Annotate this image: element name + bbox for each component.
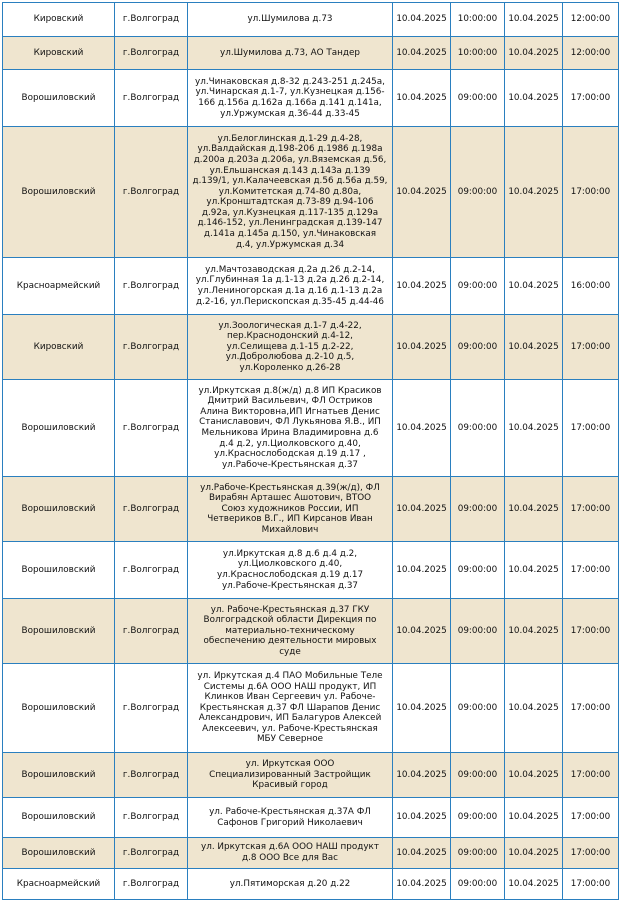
table-row [3,599,619,664]
district-cell: Ворошиловский [3,753,115,798]
table-row [3,127,619,258]
address-line: ул.Уржумская д.36-44 д.33-45 [220,108,360,119]
address-line: ул.Шумилова д.73, АО Тандер [220,47,360,58]
district-cell: Ворошиловский [3,127,115,258]
address-line: Алина Викторовна,ИП Игнатьев Денис [200,406,380,417]
start-date-cell: 10.04.2025 [393,869,451,900]
start-date-cell: 10.04.2025 [393,753,451,798]
start-date-cell: 10.04.2025 [393,315,451,380]
address-line: материально-техническому [225,625,355,636]
end-date-cell: 10.04.2025 [505,798,563,838]
city-cell: г.Волгоград [115,127,188,258]
start-date-cell: 10.04.2025 [393,380,451,477]
start-date-cell: 10.04.2025 [393,127,451,258]
start-time-cell: 09:00:00 [451,258,505,315]
address-line: Специализированный Застройщик [209,769,371,780]
start-date-cell: 10.04.2025 [393,37,451,70]
address-cell [188,127,393,258]
address-line: д.2-16, ул.Перископская д.35-45 д.44-46 [196,296,384,307]
end-time-cell: 17:00:00 [563,477,619,542]
table-row [3,315,619,380]
address-line: Системы д.6А ООО НАШ продукт, ИП [203,681,377,692]
address-line: ул.Валдайская д.198-206 д.1986 д.198а [197,144,383,155]
end-date-cell: 10.04.2025 [505,127,563,258]
address-line: ул.Селищева д.1-15 д.2-22, [226,341,354,352]
address-line: ул.Краснослободская д.19 д.17 , [214,449,366,460]
address-line: Алексеевич, ул. Рабоче-Крестьянская [202,723,378,734]
address-line: МБУ Северное [256,734,324,745]
address-line: ул.Иркутская д.8(ж/д) д.8 ИП Красиков [198,385,382,396]
address-line: д.4, ул.Уржумская д.34 [235,239,345,250]
address-line: ул.Белоглинская д.1-29 д.4-28, [217,133,363,144]
address-line: ул.Рабоче-Крестьянская д.39(ж/д), ФЛ [200,482,380,493]
address-line: ул. Иркутская д.4 ПАО Мобильные Теле [197,670,383,681]
address-line: обеспечению деятельности мировых [203,636,377,647]
table-row [3,380,619,477]
address-cell [188,869,393,900]
end-date-cell: 10.04.2025 [505,838,563,869]
start-time-cell: 09:00:00 [451,315,505,380]
address-line: ул.Иркутская д.8 д.6 д.4 д.2, [222,548,358,559]
end-date-cell: 10.04.2025 [505,599,563,664]
district-cell: Кировский [3,315,115,380]
city-cell: г.Волгоград [115,664,188,753]
city-cell: г.Волгоград [115,70,188,127]
district-cell: Ворошиловский [3,477,115,542]
address-line: Михайлович [261,524,319,535]
end-time-cell: 17:00:00 [563,380,619,477]
start-time-cell: 09:00:00 [451,838,505,869]
end-date-cell: 10.04.2025 [505,37,563,70]
start-date-cell: 10.04.2025 [393,838,451,869]
address-line: д.92а, ул.Кузнецкая д.117-135 д.129а [201,207,379,218]
start-date-cell: 10.04.2025 [393,542,451,599]
table-row [3,542,619,599]
address-line: ул. Рабоче-Крестьянская д.37А ФЛ [209,806,371,817]
address-line: ул.Зоологическая д.1-7 д.4-22, [218,320,362,331]
city-cell: г.Волгоград [115,258,188,315]
table-row [3,258,619,315]
address-line: д.139/1, ул.Калачеевская д.56 д.56а д.59, [192,176,388,187]
address-line: Клинков Иван Сергеевич ул. Рабоче- [204,692,376,703]
address-line: ул. Рабоче-Крестьянская д.37 ГКУ [210,604,370,615]
start-date-cell: 10.04.2025 [393,477,451,542]
start-time-cell: 09:00:00 [451,599,505,664]
start-time-cell: 09:00:00 [451,127,505,258]
address-line: 166 д.156а д.162а д.166а д.141 д.141а, [198,98,382,108]
start-date-cell: 10.04.2025 [393,70,451,127]
address-cell [188,477,393,542]
start-time-cell: 09:00:00 [451,798,505,838]
address-line: ул.Мачтозаводская д.2а д.26 д.2-14, [205,264,375,275]
address-cell [188,542,393,599]
address-cell [188,70,393,127]
end-date-cell: 10.04.2025 [505,542,563,599]
address-line: ул.Циолковского д.40, [237,559,343,570]
end-time-cell: 17:00:00 [563,664,619,753]
address-line: ул. Иркутская д.6А ООО НАШ продукт [201,842,379,853]
address-line: Четвериков В.Г., ИП Кирсанов Иван [207,514,373,525]
end-time-cell: 16:00:00 [563,258,619,315]
address-cell [188,838,393,869]
address-cell [188,3,393,37]
address-line: Крестьянская д.37 ФЛ Шарапов Денис [199,702,381,713]
address-line: ул.Чинаковская д.8-32 д.243-251 д.245а, [195,76,385,87]
address-cell [188,37,393,70]
district-cell: Ворошиловский [3,542,115,599]
district-cell: Кировский [3,3,115,37]
address-line: ул.Рабоче-Крестьянская д.37 [221,580,359,591]
address-line: ул.Рабоче-Крестьянская д.37 [221,459,359,470]
outage-table [2,2,619,900]
address-line: суде [279,646,301,657]
address-line: Дмитрий Васильевич, ФЛ Остриков [207,396,373,407]
address-cell [188,380,393,477]
start-date-cell: 10.04.2025 [393,599,451,664]
district-cell: Красноармейский [3,869,115,900]
city-cell: г.Волгоград [115,599,188,664]
table-row [3,753,619,798]
city-cell: г.Волгоград [115,753,188,798]
start-date-cell: 10.04.2025 [393,3,451,37]
end-time-cell: 17:00:00 [563,70,619,127]
address-cell [188,599,393,664]
end-time-cell: 12:00:00 [563,3,619,37]
address-cell [188,664,393,753]
start-time-cell: 10:00:00 [451,37,505,70]
start-date-cell: 10.04.2025 [393,798,451,838]
address-line: д.141а д.145а д.150, ул.Чинаковская [203,229,377,240]
address-line: пер.Краснодонский д.4-12, [227,331,353,342]
table-row [3,869,619,900]
table-row [3,477,619,542]
start-date-cell: 10.04.2025 [393,664,451,753]
end-date-cell: 10.04.2025 [505,380,563,477]
outage-table-body [3,3,619,900]
address-line: ул.Лениногорская д.1а д.16 д.1-13 д.2а [197,286,383,296]
end-date-cell: 10.04.2025 [505,753,563,798]
end-time-cell: 17:00:00 [563,869,619,900]
address-line: Станиславович, ФЛ Лукьянова Я.В., ИП [199,417,381,428]
address-line: ул.Комитетская д.74-80 д.80а, [218,186,362,197]
address-cell [188,258,393,315]
end-date-cell: 10.04.2025 [505,315,563,380]
table-row [3,3,619,37]
address-line: ул.Кронштадтская д.73-89 д.94-106 [206,197,374,208]
address-line: ул. Иркутская ООО [245,759,335,770]
end-date-cell: 10.04.2025 [505,664,563,753]
address-line: ул.Глубинная 1а д.1-13 д.2а д.26 д.2-14, [195,275,385,286]
city-cell: г.Волгоград [115,798,188,838]
address-line: Мельникова Ирина Владимировна д.6 [201,428,379,438]
district-cell: Ворошиловский [3,70,115,127]
address-line: д.146-152, ул.Ленинградская д.139-147 [197,218,383,229]
end-time-cell: 17:00:00 [563,838,619,869]
city-cell: г.Волгоград [115,37,188,70]
end-time-cell: 17:00:00 [563,798,619,838]
city-cell: г.Волгоград [115,542,188,599]
district-cell: Ворошиловский [3,838,115,869]
end-time-cell: 17:00:00 [563,599,619,664]
district-cell: Красноармейский [3,258,115,315]
address-cell [188,753,393,798]
district-cell: Ворошиловский [3,798,115,838]
city-cell: г.Волгоград [115,477,188,542]
address-line: д.4 д.2, ул.Циолковского д.40, [219,438,361,449]
end-date-cell: 10.04.2025 [505,3,563,37]
table-row [3,798,619,838]
start-time-cell: 09:00:00 [451,869,505,900]
address-line: ул.Шумилова д.73 [247,14,333,25]
start-time-cell: 09:00:00 [451,70,505,127]
end-date-cell: 10.04.2025 [505,258,563,315]
table-row [3,37,619,70]
city-cell: г.Волгоград [115,380,188,477]
address-line: ул.Добролюбова д.2-10 д.5, [225,352,355,363]
end-date-cell: 10.04.2025 [505,869,563,900]
address-line: ул.Пятиморская д.20 д.22 [229,878,351,889]
start-time-cell: 09:00:00 [451,753,505,798]
city-cell: г.Волгоград [115,315,188,380]
address-line: Александрович, ИП Балагуров Алексей [198,713,382,724]
district-cell: Ворошиловский [3,664,115,753]
start-time-cell: 09:00:00 [451,664,505,753]
start-time-cell: 09:00:00 [451,477,505,542]
end-time-cell: 17:00:00 [563,753,619,798]
end-time-cell: 17:00:00 [563,127,619,258]
city-cell: г.Волгоград [115,869,188,900]
city-cell: г.Волгоград [115,838,188,869]
address-line: Волгоградской области Дирекция по [203,615,377,626]
start-time-cell: 09:00:00 [451,380,505,477]
address-line: д.8 ООО Все для Вас [242,853,338,863]
address-line: ул.Ельшанская д.143 д.143а д.139 [209,165,371,176]
address-line: д.200а д.203а д.206а, ул.Вяземская д.56, [193,154,387,165]
table-row [3,664,619,753]
end-time-cell: 12:00:00 [563,37,619,70]
end-date-cell: 10.04.2025 [505,477,563,542]
start-time-cell: 10:00:00 [451,3,505,37]
address-cell [188,798,393,838]
address-cell [188,315,393,380]
address-line: ул.Короленко д.26-28 [239,362,341,373]
table-row [3,838,619,869]
end-date-cell: 10.04.2025 [505,70,563,127]
table-row [3,70,619,127]
address-line: Союз художников России, ИП [221,503,359,514]
address-line: Вирабян Арташес Ашотович, ВТОО [208,493,372,504]
district-cell: Ворошиловский [3,599,115,664]
district-cell: Кировский [3,37,115,70]
address-line: Сафонов Григорий Николаевич [217,817,363,828]
start-time-cell: 09:00:00 [451,542,505,599]
end-time-cell: 17:00:00 [563,542,619,599]
address-line: ул.Чинарская д.1-7, ул.Кузнецкая д.156- [195,87,385,98]
start-date-cell: 10.04.2025 [393,258,451,315]
end-time-cell: 17:00:00 [563,315,619,380]
address-line: Красивый город [252,780,328,791]
address-line: ул.Краснослободская д.19 д.17 [216,570,364,580]
district-cell: Ворошиловский [3,380,115,477]
city-cell: г.Волгоград [115,3,188,37]
